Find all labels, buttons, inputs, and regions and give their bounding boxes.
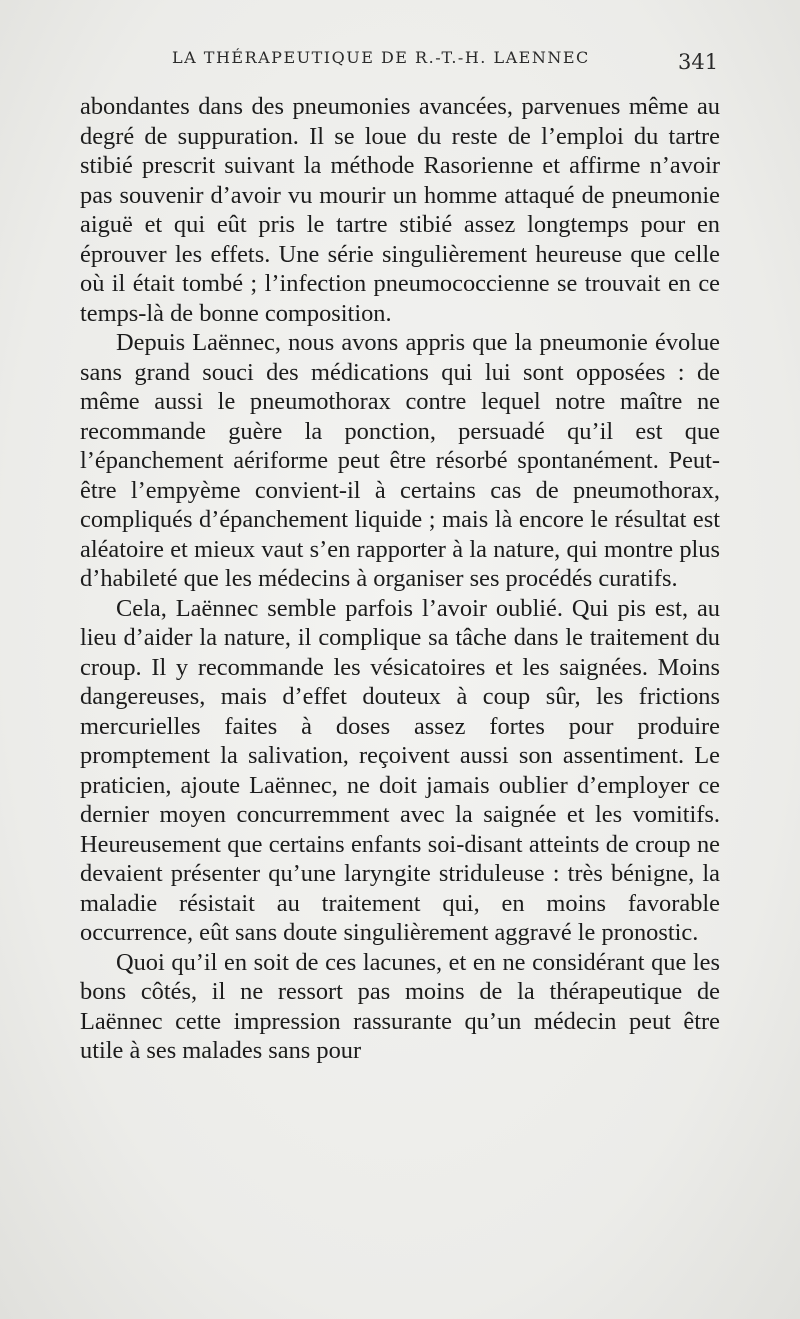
paragraph-4: Quoi qu’il en soit de ces lacunes, et en ne considérant que les bons côtés, il ne ressort pas moins de la thérapeutique de Laënnec cette impression rassurante qu’un médecin peut être utile à ses malades sans pour <box>80 948 720 1064</box>
running-title: LA THÉRAPEUTIQUE DE R.-T.-H. LAENNEC <box>172 48 590 67</box>
body-text <box>80 92 720 1066</box>
paragraph-1: abondantes dans des pneumonies avancées, parvenues même au degré de suppuration. Il se loue du reste de l’emploi du tartre stibié prescrit suivant la méthode Rasorienne et affirme n’avoir pas souvenir d’avoir vu mourir un homme attaqué de pneumonie aiguë et qui eût pris le tartre stibié assez longtemps pour en éprouver les effets. Une série singulièrement heureuse que celle où il était tombé ; l’infection pneumococcienne se trouvait en ce temps-là de bonne composition. <box>80 93 720 327</box>
page-number: 341 <box>678 50 719 74</box>
paragraph-3: Cela, Laënnec semble parfois l’avoir oublié. Qui pis est, au lieu d’aider la nature, il complique sa tâche dans le traitement du croup. Il y recommande les vésicatoires et les saignées. Moins dangereuses, mais d’effet douteux à coup sûr, les frictions mercurielles faites à doses assez fortes pour produire promptement la salivation, reçoivent aussi son assentiment. Le praticien, ajoute Laënnec, ne doit jamais oublier d’employer ce dernier moyen concurremment avec la saignée et les vomitifs. Heureusement que certains enfants soi-disant atteints de croup ne devaient présenter qu’une laryngite striduleuse : très bénigne, la maladie résistait au traitement qui, en moins favorable occurrence, eût sans doute singulièrement aggravé le pronostic. <box>80 594 720 946</box>
paragraph-2: Depuis Laënnec, nous avons appris que la pneumonie évolue sans grand souci des médications qui lui sont opposées : de même aussi le pneumothorax contre lequel notre maître ne recommande guère la ponction, persuadé qu’il est que l’épanchement aériforme peut être résorbé spontanément. Peut-être l’empyème convient-il à certains cas de pneumothorax, compliqués d’épanchement liquide ; mais là encore le résultat est aléatoire et mieux vaut s’en rapporter à la nature, qui montre plus d’habileté que les médecins à organiser ses procédés curatifs. <box>80 329 720 592</box>
